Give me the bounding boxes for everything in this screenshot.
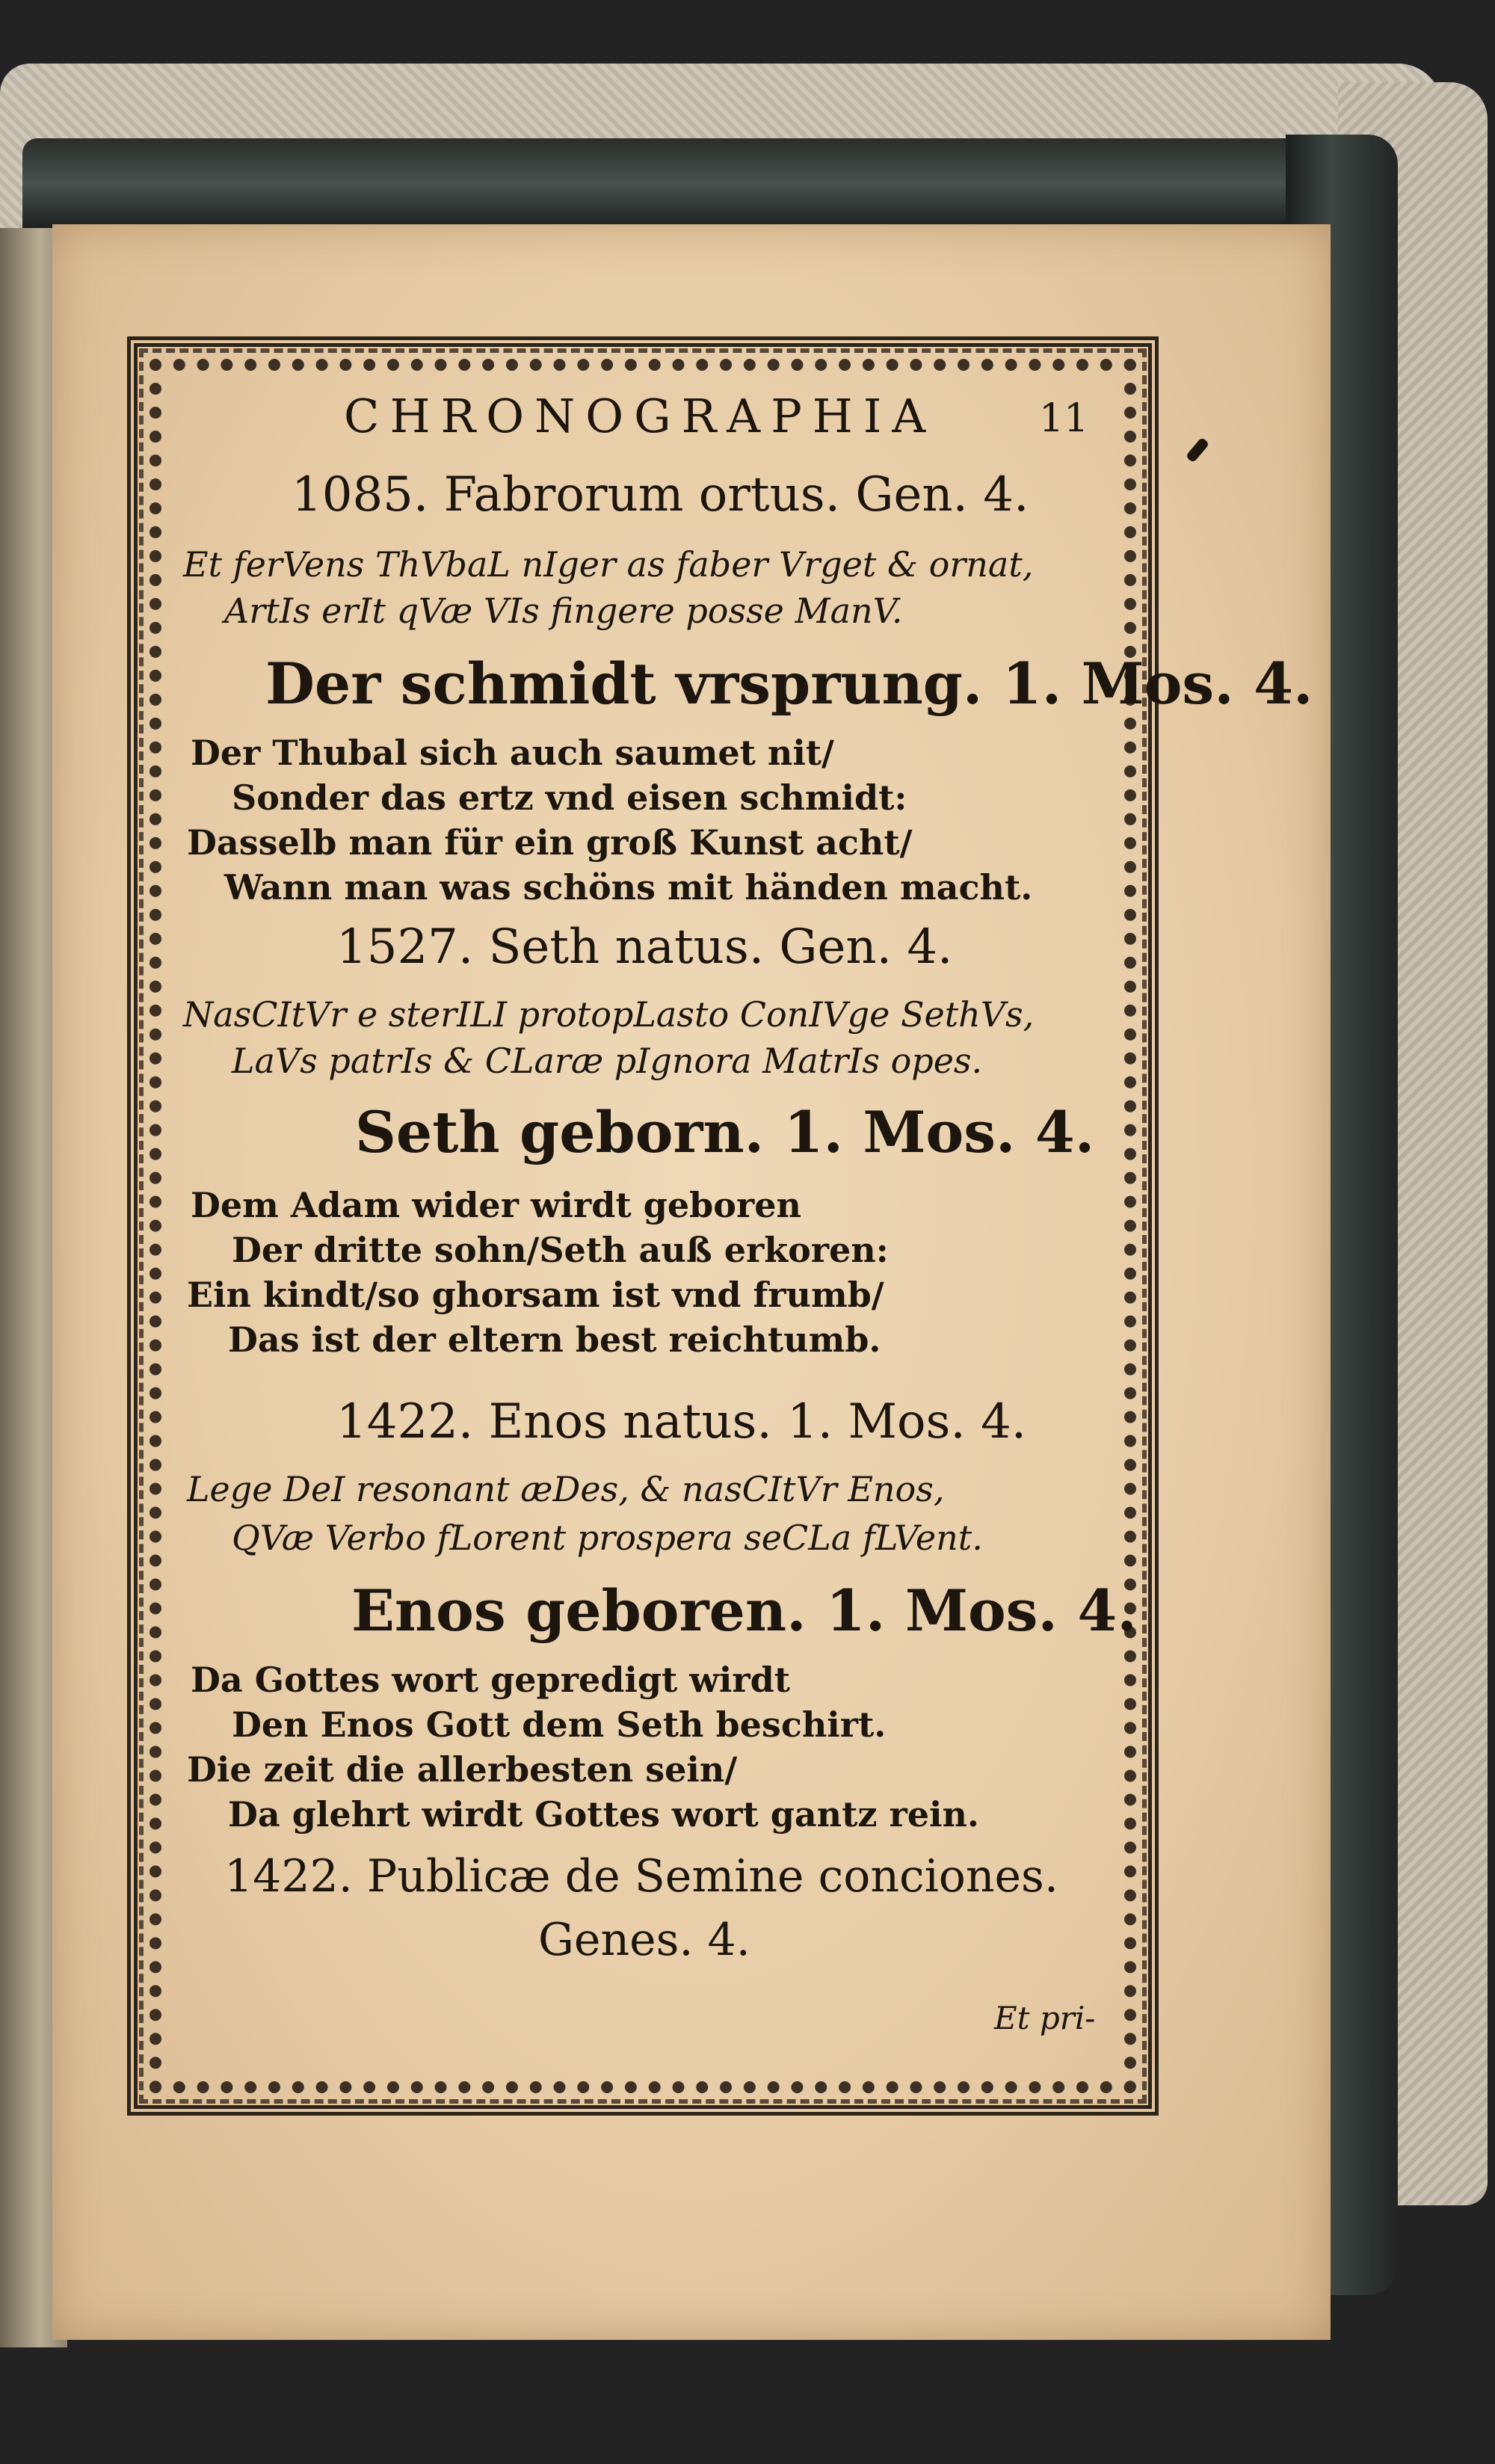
german-verse-line: Da glehrt wirdt Gottes wort gantz rein. <box>228 1794 979 1835</box>
folio-number: 11 <box>1039 396 1089 441</box>
running-header: CHRONOGRAPHIA <box>344 389 937 443</box>
german-verse-line: Der Thubal sich auch saumet nit/ <box>191 733 834 773</box>
entry-heading: 1422. Enos natus. 1. Mos. 4. <box>336 1394 1027 1450</box>
german-heading: Enos geboren. 1. Mos. 4. <box>351 1577 1137 1644</box>
catchword: Et pri- <box>994 2000 1096 2036</box>
entry-heading: 1085. Fabrorum ortus. Gen. 4. <box>292 467 1029 523</box>
german-verse-line: Den Enos Gott dem Seth beschirt. <box>232 1704 887 1745</box>
german-heading: Seth geborn. 1. Mos. 4. <box>355 1099 1095 1165</box>
german-verse-line: Dasselb man für ein groß Kunst acht/ <box>187 822 913 863</box>
german-verse-line: Sonder das ertz vnd eisen schmidt: <box>232 777 907 818</box>
german-verse-line: Ein kindt/so ghorsam ist vnd frumb/ <box>187 1275 884 1315</box>
latin-verse-line: QVæ Verbo fLorent prospera seCLa fLVent. <box>232 1518 983 1558</box>
german-verse-line: Das ist der eltern best reichtumb. <box>228 1319 881 1360</box>
latin-verse-line: Lege DeI resonant æDes, & nasCItVr Enos, <box>187 1469 945 1509</box>
latin-verse-line: NasCItVr e sterILI protopLasto ConIVge SethVs, <box>183 994 1035 1035</box>
entry-heading: 1422. Publicæ de Semine conciones. <box>224 1850 1058 1903</box>
german-verse-line: Der dritte sohn/Seth auß erkoren: <box>232 1230 889 1270</box>
german-heading: Der schmidt vrsprung. 1. Mos. 4. <box>265 650 1313 717</box>
entry-heading: 1527. Seth natus. Gen. 4. <box>336 920 953 975</box>
german-verse-line: Wann man was schöns mit händen macht. <box>224 867 1033 908</box>
german-verse-line: Die zeit die allerbesten sein/ <box>187 1749 738 1790</box>
latin-verse-line: Et ferVens ThVbaL nIger as faber Vrget & ornat, <box>183 544 1034 585</box>
entry-reference: Genes. 4. <box>538 1914 750 1966</box>
german-verse-line: Da Gottes wort gepredigt wirdt <box>191 1660 791 1700</box>
latin-verse-line: LaVs patrIs & CLaræ pIgnora MatrIs opes. <box>232 1041 983 1081</box>
german-verse-line: Dem Adam wider wirdt geboren <box>191 1185 801 1225</box>
latin-verse-line: ArtIs erIt qVæ VIs fingere posse ManV. <box>224 591 903 631</box>
page-block-top-edge <box>22 138 1368 228</box>
